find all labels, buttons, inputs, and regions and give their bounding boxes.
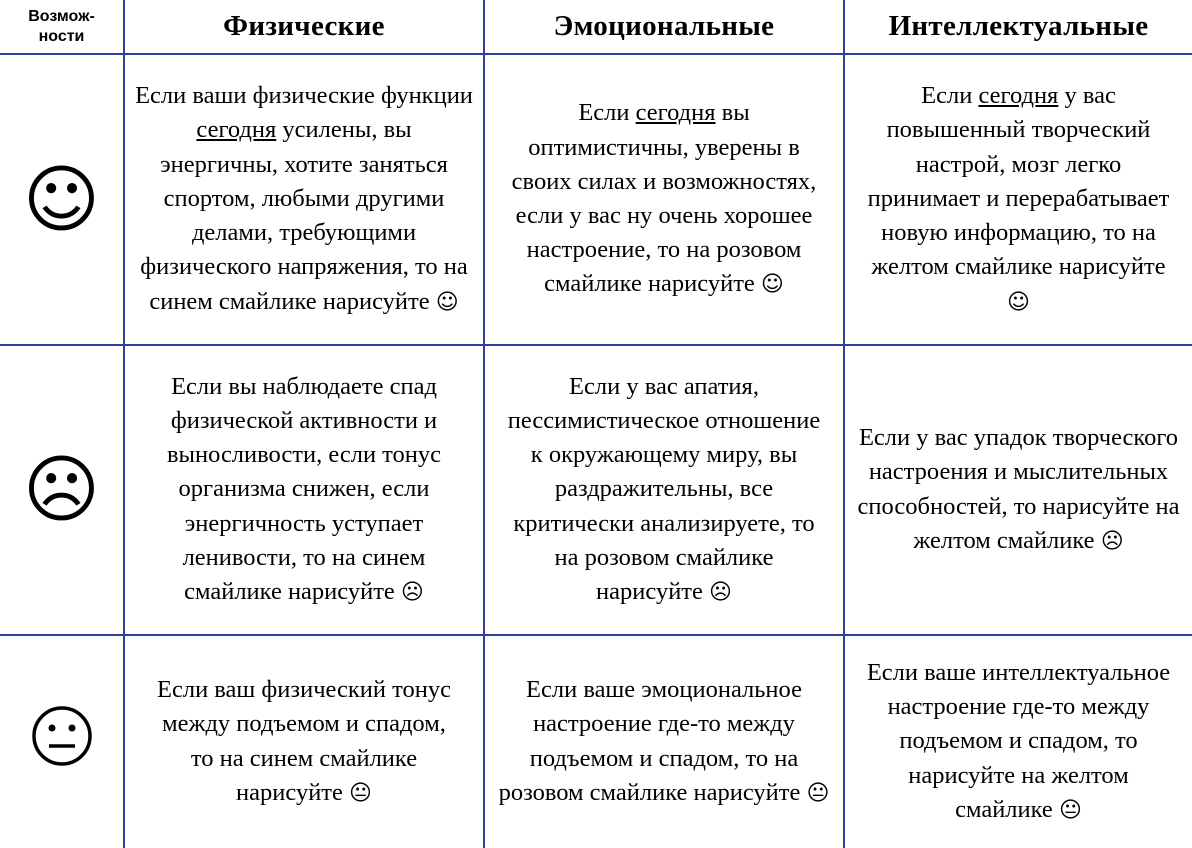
cell-physical-happy: [124, 54, 484, 345]
neutral-face-icon: [0, 635, 124, 848]
smiley-icon: ☺: [435, 289, 459, 315]
neutral-smiley-icon: 😐: [1058, 797, 1082, 823]
text-pre: Если ваше интеллектуальное настроение где-то между подъемом и спадом, то нарисуйте на желтом смайлике: [866, 658, 1171, 823]
table-row-neutral: [0, 635, 1192, 848]
cell-intellectual-sad: [844, 345, 1192, 635]
cell-text: [137, 370, 471, 610]
text-underlined: сегодня: [196, 116, 277, 144]
cell-text: [855, 79, 1182, 319]
smiley-icon: ☺: [760, 272, 784, 298]
corner-label-line2: ности: [38, 27, 85, 45]
text-pre: Если у вас упадок творческого настроения и мыслительных способностей, то нарисуйте на желтом смайлике: [857, 424, 1180, 554]
table-row-happy: [0, 54, 1192, 345]
text-underlined: сегодня: [978, 82, 1059, 110]
happy-face-icon: ☺: [0, 54, 124, 345]
sad-smiley-icon: ☹: [400, 580, 424, 605]
cell-emotional-neutral: [484, 635, 844, 848]
table-row-sad: [0, 345, 1192, 635]
cell-emotional-happy: [484, 54, 844, 345]
cell-text: [851, 421, 1186, 559]
text-underlined: сегодня: [635, 99, 716, 127]
smiley-icon: ☺: [1007, 289, 1030, 315]
text-pre: Если вы наблюдаете спад физической активности и выносливости, если тонус организма снижен, если энергичность уступает ленивости, то на синем смайлике нарисуйте: [166, 372, 442, 605]
sad-smiley-icon: ☹: [1100, 528, 1124, 554]
cell-intellectual-neutral: [844, 635, 1192, 848]
text-pre: Если у вас апатия, пессимистическое отношение к окружающему миру, вы раздражительны, все критически анализируете, то на розовом смайлике нарисуйте: [507, 372, 821, 605]
text-pre: Если ваше эмоциональное настроение где-то между подъемом и спадом, то на розовом смайлике нарисуйте: [498, 676, 802, 806]
text-post: вы оптимистичны, уверены в своих силах и возможностях, если у вас ну очень хорошее настроение, то на розовом смайлике нарисуйте: [511, 99, 817, 298]
text-pre: Если: [921, 82, 973, 110]
sad-smiley-icon: ☹: [709, 580, 732, 605]
cell-intellectual-happy: [844, 54, 1192, 345]
cell-emotional-sad: [484, 345, 844, 635]
text-pre: Если ваши физические функции: [135, 82, 473, 110]
cell-text: [493, 673, 835, 811]
text-pre: Если ваш физический тонус между подъемом и спадом, то на синем смайлике нарисуйте: [157, 676, 451, 806]
corner-label-line1: Возмож-: [28, 7, 95, 25]
text-post: у вас повышенный творческий настрой, мозг легко принимает и перерабатывает новую информацию, то на желтом смайлике нарисуйте: [867, 82, 1170, 281]
neutral-smiley-icon: 😐: [349, 780, 372, 806]
header-corner-cell: [0, 0, 124, 54]
cell-text: [131, 79, 477, 319]
cell-physical-neutral: [124, 635, 484, 848]
cell-physical-sad: [124, 345, 484, 635]
cell-text: [147, 673, 461, 811]
sad-face-icon: ☹: [0, 345, 124, 635]
cell-text: [857, 656, 1180, 828]
column-header-physical: Физические: [124, 0, 484, 54]
neutral-smiley-icon: 😐: [806, 780, 830, 806]
cell-text: [499, 370, 829, 610]
cell-text: [497, 96, 831, 302]
column-header-intellectual: Интеллектуальные: [844, 0, 1192, 54]
column-header-emotional: Эмоциональные: [484, 0, 844, 54]
text-post: усилены, вы энергичны, хотите заняться спортом, любыми другими делами, требующими физического напряжения, то на синем смайлике нарисуйте: [140, 116, 468, 315]
neutral-face-svg: [31, 705, 93, 767]
text-pre: Если: [578, 99, 630, 127]
header-row: [0, 0, 1192, 54]
